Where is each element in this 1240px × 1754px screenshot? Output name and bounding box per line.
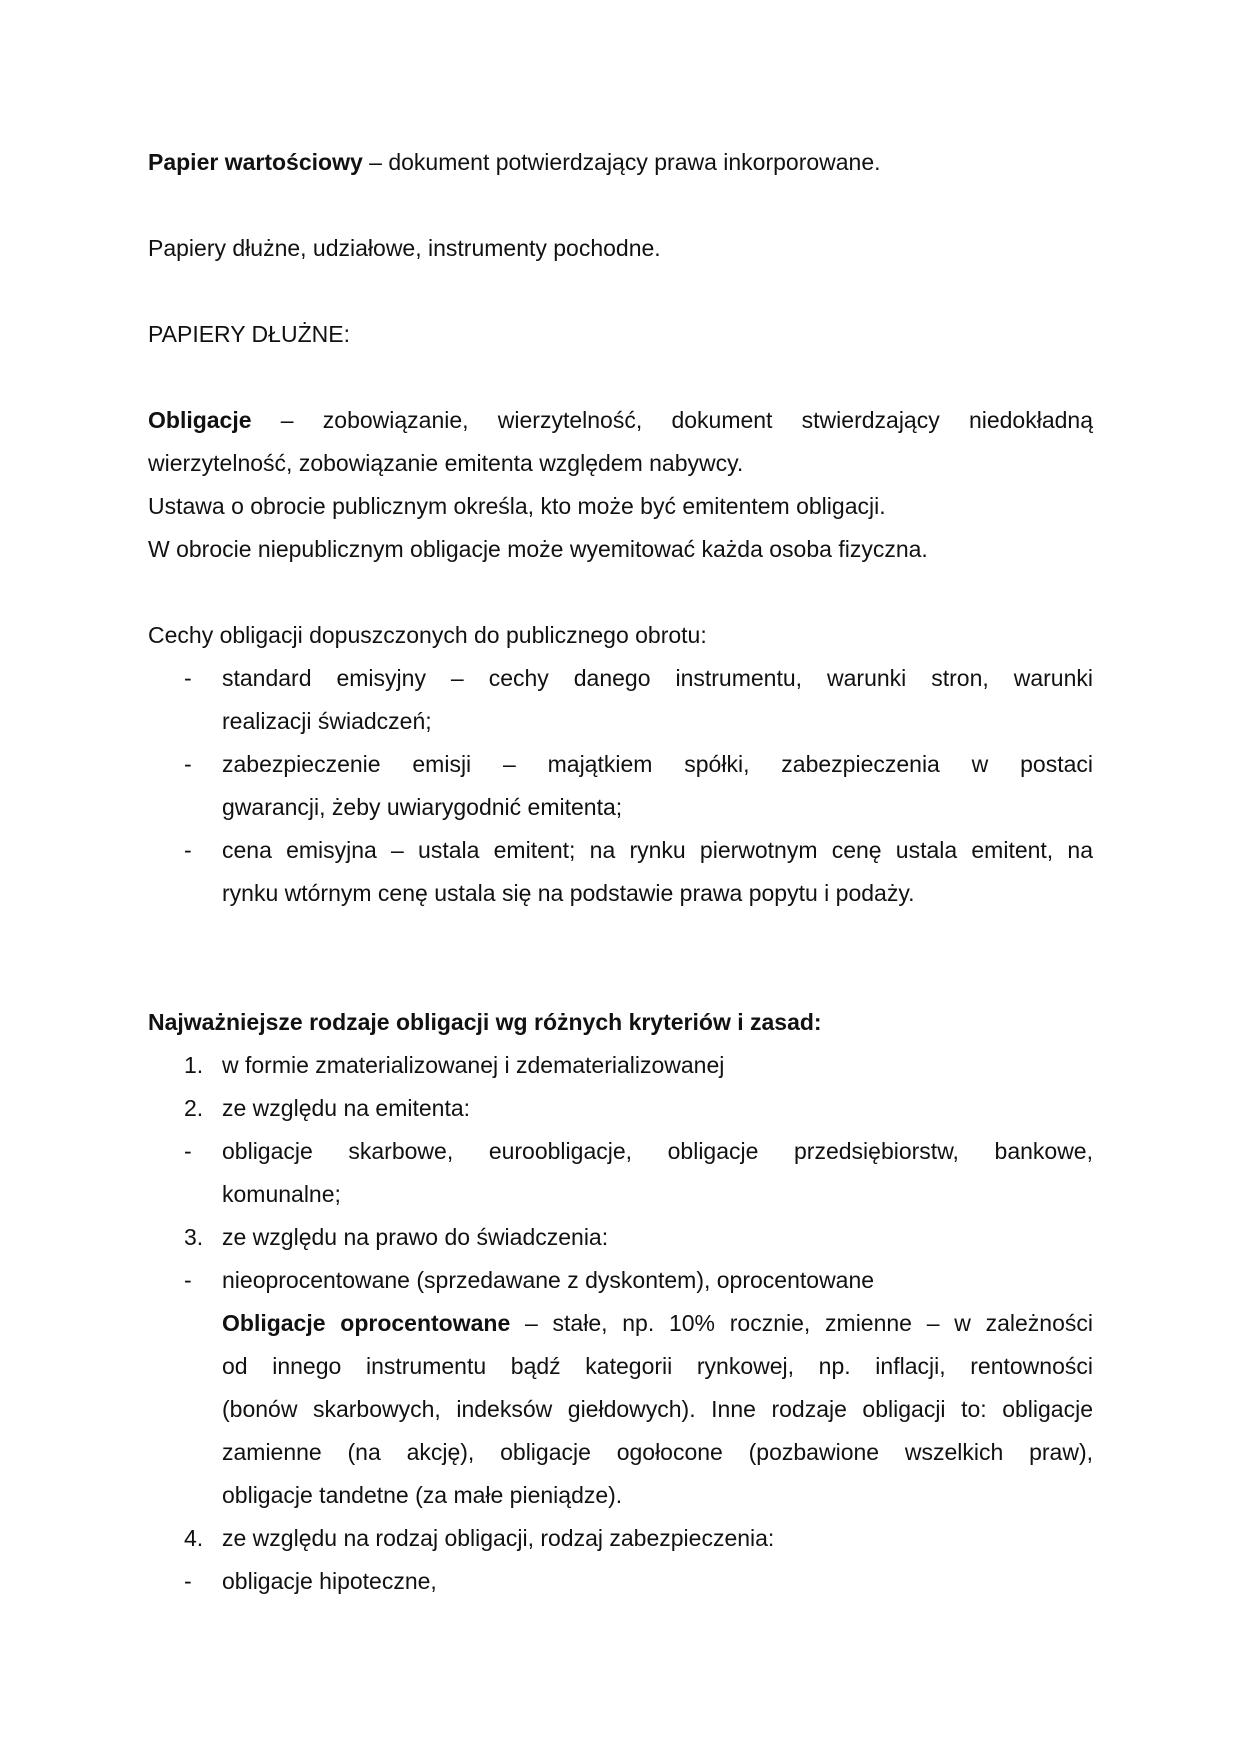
list-number: 3. <box>184 1224 204 1250</box>
rodzaje-item-1: w formie zmaterializowanej i zdematerializowanej <box>222 1052 725 1078</box>
oprocentowane-definition: – stałe, np. 10% rocznie, zmienne – w zależności <box>510 1310 1093 1336</box>
obligacje-line-3: Ustawa o obrocie publicznym określa, kto może być emitentem obligacji. <box>148 493 886 519</box>
cechy-item-1-line-1: standard emisyjny – cechy danego instrumentu, warunki stron, warunki <box>222 665 1093 691</box>
cechy-intro: Cechy obligacji dopuszczonych do publicznego obrotu: <box>148 622 707 648</box>
oprocentowane-line-5: obligacje tandetne (za małe pieniądze). <box>222 1482 623 1508</box>
obligacje-line-4: W obrocie niepublicznym obligacje może wyemitować każda osoba fizyczna. <box>148 536 928 562</box>
list-marker: - <box>184 1138 192 1164</box>
term-obligacje: Obligacje <box>148 407 252 433</box>
list-marker: - <box>184 751 192 777</box>
heading-papiery-dluzne: PAPIERY DŁUŻNE: <box>148 321 350 347</box>
cechy-item-2-line-1: zabezpieczenie emisji – majątkiem spółki, zabezpieczenia w postaci <box>222 751 1093 777</box>
obligacje-line-1 <box>148 399 1093 442</box>
rodzaje-item-4: ze względu na rodzaj obligacji, rodzaj zabezpieczenia: <box>222 1525 775 1551</box>
heading-rodzaje-obligacji: Najważniejsze rodzaje obligacji wg różnych kryteriów i zasad: <box>148 1009 822 1035</box>
emitent-types-line-2: komunalne; <box>222 1181 341 1207</box>
oprocentowane-line-1 <box>222 1302 1093 1345</box>
oprocentowane-line-2: od innego instrumentu bądź kategorii rynkowej, np. inflacji, rentowności <box>222 1353 1093 1379</box>
obligacje-definition: – zobowiązanie, wierzytelność, dokument stwierdzający niedokładną <box>251 407 1093 433</box>
cechy-item-3-line-1: cena emisyjna – ustala emitent; na rynku pierwotnym cenę ustala emitent, na <box>222 837 1093 863</box>
cechy-item-2-line-2: gwarancji, żeby uwiarygodnić emitenta; <box>222 794 623 820</box>
definition-text: – dokument potwierdzający prawa inkorporowane. <box>362 149 881 175</box>
list-number: 2. <box>184 1095 204 1121</box>
list-number: 1. <box>184 1052 204 1078</box>
rodzaje-item-3: ze względu na prawo do świadczenia: <box>222 1224 609 1250</box>
rodzaje-item-2: ze względu na emitenta: <box>222 1095 471 1121</box>
oprocentowane-line-4: zamienne (na akcję), obligacje ogołocone (pozbawione wszelkich praw), <box>222 1439 1093 1465</box>
term-papier-wartosciowy: Papier wartościowy <box>148 149 363 175</box>
cechy-item-1-line-2: realizacji świadczeń; <box>222 708 432 734</box>
emitent-types-line-1: obligacje skarbowe, euroobligacje, obligacje przedsiębiorstw, bankowe, <box>222 1138 1093 1164</box>
oprocentowanie-types: nieoprocentowane (sprzedawane z dyskontem), oprocentowane <box>222 1267 875 1293</box>
list-marker: - <box>184 1568 192 1594</box>
oprocentowane-line-3: (bonów skarbowych, indeksów giełdowych). Inne rodzaje obligacji to: obligacje <box>222 1396 1093 1422</box>
term-obligacje-oprocentowane: Obligacje oprocentowane <box>222 1310 511 1336</box>
paragraph-types: Papiery dłużne, udziałowe, instrumenty pochodne. <box>148 235 661 261</box>
list-number: 4. <box>184 1525 204 1551</box>
paragraph-papier-wartosciowy <box>148 141 881 184</box>
list-marker: - <box>184 837 192 863</box>
list-marker: - <box>184 665 192 691</box>
obligacje-line-2: wierzytelność, zobowiązanie emitenta względem nabywcy. <box>148 450 744 476</box>
list-marker: - <box>184 1267 192 1293</box>
cechy-item-3-line-2: rynku wtórnym cenę ustala się na podstawie prawa popytu i podaży. <box>222 880 915 906</box>
hipoteczne-item: obligacje hipoteczne, <box>222 1568 437 1594</box>
